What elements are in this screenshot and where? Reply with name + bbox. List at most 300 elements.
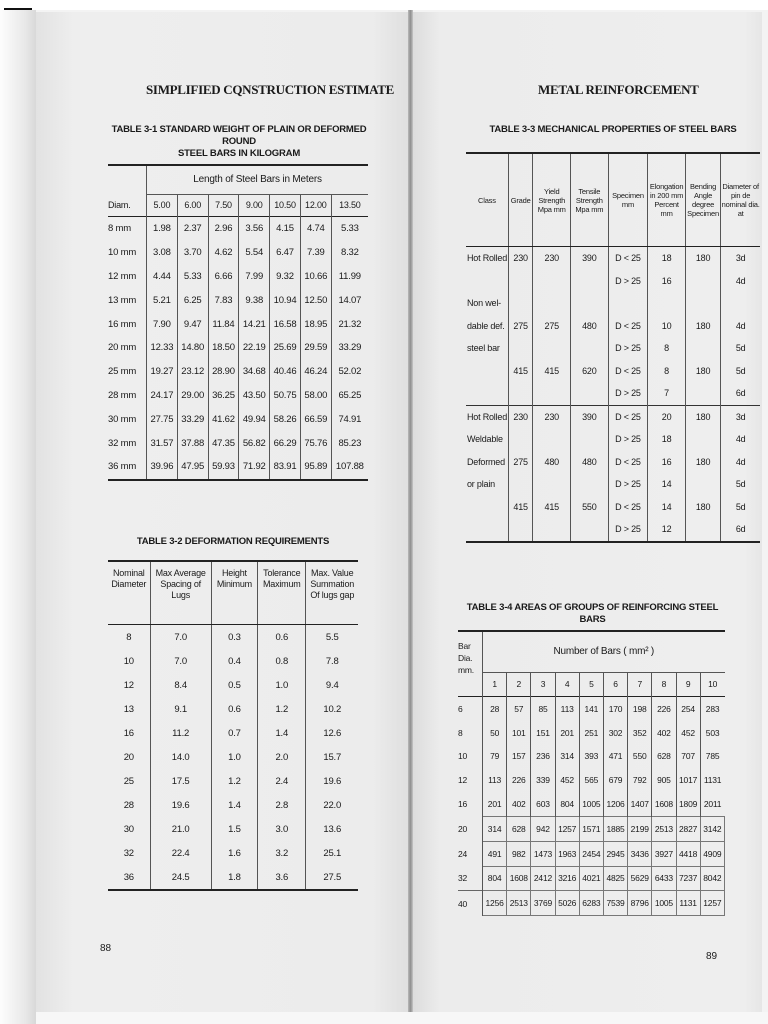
scan-bottom-edge xyxy=(36,1012,768,1024)
weight-cell: 43.50 xyxy=(239,384,270,408)
area-cell: 201 xyxy=(555,721,579,745)
area-cell: 804 xyxy=(483,866,507,891)
weight-cell: 83.91 xyxy=(270,455,301,480)
column-header: Max. Value Summation Of lugs gap xyxy=(306,561,358,625)
table-cell: 275 xyxy=(508,315,533,338)
table-cell: 24.5 xyxy=(150,865,211,890)
table-cell xyxy=(571,428,609,451)
table-row xyxy=(108,336,368,360)
weight-cell: 28.90 xyxy=(208,360,239,384)
area-cell: 5629 xyxy=(628,866,652,891)
table-cell: 390 xyxy=(571,405,609,428)
bar-count-header: 9 xyxy=(676,672,700,696)
table-cell: 20 xyxy=(648,405,686,428)
weight-cell: 24.17 xyxy=(147,384,178,408)
area-cell: 28 xyxy=(483,697,507,721)
weight-cell: 11.84 xyxy=(208,312,239,336)
area-cell: 4021 xyxy=(579,866,603,891)
table-cell xyxy=(508,473,533,496)
area-cell: 4418 xyxy=(676,841,700,866)
column-header: Elongation in 200 mm Percent mm xyxy=(648,153,686,247)
page-number: 88 xyxy=(100,943,112,954)
column-header: Yield Strength Mpa mm xyxy=(533,153,571,247)
table-cell: 1.2 xyxy=(258,697,306,721)
table-cell: 1.6 xyxy=(211,841,257,865)
table-cell xyxy=(648,292,686,315)
area-cell: 85 xyxy=(531,697,555,721)
diameter-cell: 13 mm xyxy=(108,288,147,312)
weight-cell: 33.29 xyxy=(338,342,362,354)
table-cell xyxy=(685,382,720,405)
weight-cell: 56.82 xyxy=(239,431,270,455)
scan-top-edge xyxy=(0,0,768,10)
area-cell: 1885 xyxy=(603,816,627,841)
table-cell: 3d xyxy=(721,405,760,428)
weight-cell: 33.29 xyxy=(177,407,208,431)
column-header: Class xyxy=(466,153,508,247)
table-cell xyxy=(685,518,720,542)
area-cell: 302 xyxy=(603,721,627,745)
table-row xyxy=(466,405,760,428)
area-cell: 283 xyxy=(705,703,720,714)
length-header: 5.00 xyxy=(147,194,178,217)
diameter-cell: 10 mm xyxy=(108,241,147,265)
table-row xyxy=(466,360,760,383)
table-3-1-weights xyxy=(108,164,368,481)
table-cell: 18 xyxy=(648,247,686,270)
table-row xyxy=(108,407,368,431)
table-cell xyxy=(508,428,533,451)
weight-cell: 5.33 xyxy=(177,265,208,289)
weight-cell: 8.32 xyxy=(340,247,359,259)
table-3-3-mechanical-properties xyxy=(466,152,760,543)
table-cell xyxy=(685,270,720,293)
length-group-header: Length of Steel Bars in Meters xyxy=(147,165,369,194)
table-row xyxy=(466,382,760,405)
table-cell: 22.0 xyxy=(323,799,342,811)
weight-cell: 12.50 xyxy=(300,288,331,312)
table-cell xyxy=(533,382,571,405)
weight-cell: 7.99 xyxy=(239,265,270,289)
table-cell xyxy=(608,292,648,315)
table-cell: 13 xyxy=(108,697,150,721)
table-cell xyxy=(685,473,720,496)
table-row xyxy=(108,649,358,673)
table-row xyxy=(466,518,760,542)
area-cell: 982 xyxy=(507,841,531,866)
table-cell: 4d xyxy=(735,275,746,286)
table-cell: 1.5 xyxy=(211,817,257,841)
weight-cell: 29.59 xyxy=(300,336,331,360)
weight-cell: 4.62 xyxy=(208,241,239,265)
table-cell: 0.8 xyxy=(258,649,306,673)
weight-cell: 10.94 xyxy=(270,288,301,312)
table-cell: 390 xyxy=(571,247,609,270)
weight-cell: 4.74 xyxy=(300,217,331,241)
table-cell: Weldable xyxy=(466,428,508,451)
table-cell: 12.6 xyxy=(323,727,342,739)
table-cell: 4d xyxy=(735,456,746,467)
table-row xyxy=(108,288,368,312)
area-cell: 1206 xyxy=(603,792,627,816)
table-cell: 7.8 xyxy=(325,655,339,667)
table-cell: 25 xyxy=(108,769,150,793)
bar-dia-header: Bar Dia. mm. xyxy=(458,631,483,697)
area-cell: 8042 xyxy=(700,866,724,891)
area-cell: 2513 xyxy=(507,891,531,916)
table-cell: 0.6 xyxy=(211,697,257,721)
weight-cell: 71.92 xyxy=(239,455,270,480)
area-cell: 198 xyxy=(628,697,652,721)
bar-count-header: 5 xyxy=(579,672,603,696)
table-row xyxy=(466,247,760,270)
table-row xyxy=(108,841,358,865)
table-cell: 0.3 xyxy=(211,625,257,650)
weight-cell: 6.47 xyxy=(270,241,301,265)
table-3-2-deformation xyxy=(108,560,358,891)
length-header: 10.50 xyxy=(270,194,301,217)
weight-cell: 9.38 xyxy=(239,288,270,312)
table-row xyxy=(458,768,725,792)
table-cell: 13.6 xyxy=(323,823,342,835)
table-cell: 20 xyxy=(108,745,150,769)
weight-cell: 19.27 xyxy=(147,360,178,384)
column-header: Specimen mm xyxy=(608,153,648,247)
table-cell: 415 xyxy=(533,360,571,383)
weight-cell: 22.19 xyxy=(239,336,270,360)
weight-cell: 6.25 xyxy=(177,288,208,312)
area-cell: 5026 xyxy=(555,891,579,916)
area-cell: 1608 xyxy=(652,792,676,816)
table-cell: 19.6 xyxy=(323,775,342,787)
weight-cell: 85.23 xyxy=(338,437,362,449)
table-cell: 14 xyxy=(648,473,686,496)
weight-cell: 107.88 xyxy=(331,455,368,480)
bar-count-header: 6 xyxy=(603,672,627,696)
table-cell: 5.5 xyxy=(325,631,339,643)
table-cell: D < 25 xyxy=(608,247,648,270)
weight-cell: 49.94 xyxy=(239,407,270,431)
table-cell: 415 xyxy=(533,496,571,519)
bar-diameter-cell: 16 xyxy=(458,792,483,816)
diameter-cell: 12 mm xyxy=(108,265,147,289)
area-cell: 3769 xyxy=(531,891,555,916)
area-cell: 314 xyxy=(555,745,579,769)
area-cell: 3927 xyxy=(652,841,676,866)
area-cell: 6283 xyxy=(579,891,603,916)
area-cell: 1017 xyxy=(676,768,700,792)
table-row xyxy=(458,891,725,916)
table-cell: 230 xyxy=(508,405,533,428)
area-cell: 628 xyxy=(652,745,676,769)
bar-diameter-cell: 24 xyxy=(458,841,483,866)
caption-line: STEEL BARS IN KILOGRAM xyxy=(177,148,301,159)
table-cell: 0.5 xyxy=(211,673,257,697)
diameter-cell: 16 mm xyxy=(108,312,147,336)
table-cell xyxy=(571,270,609,293)
weight-cell: 3.56 xyxy=(239,217,270,241)
table-row xyxy=(458,866,725,891)
area-cell: 491 xyxy=(483,841,507,866)
area-cell: 628 xyxy=(507,816,531,841)
table-row xyxy=(108,384,368,408)
column-header: Grade xyxy=(508,153,533,247)
table-cell: 1.0 xyxy=(211,745,257,769)
area-cell: 1131 xyxy=(676,891,700,916)
table-row xyxy=(108,817,358,841)
table-cell: 5d xyxy=(735,479,746,490)
area-cell: 1005 xyxy=(579,792,603,816)
table-cell: 8 xyxy=(648,337,686,360)
area-cell: 2454 xyxy=(579,841,603,866)
table-cell: 8 xyxy=(648,360,686,383)
table-cell xyxy=(533,270,571,293)
table-cell: 1.4 xyxy=(258,721,306,745)
table-cell: 7.0 xyxy=(150,649,211,673)
column-header: Max Average Spacing of Lugs xyxy=(150,561,211,625)
table-cell: 4d xyxy=(735,434,746,445)
weight-cell: 52.02 xyxy=(338,366,362,378)
table-3-1-caption xyxy=(110,124,368,160)
table-cell: 16 xyxy=(648,451,686,474)
area-cell: 1407 xyxy=(628,792,652,816)
table-cell xyxy=(508,382,533,405)
weight-cell: 6.66 xyxy=(208,265,239,289)
weight-cell: 7.39 xyxy=(300,241,331,265)
weight-cell: 7.90 xyxy=(147,312,178,336)
area-cell: 402 xyxy=(507,792,531,816)
table-cell: 11.2 xyxy=(150,721,211,745)
table-cell: 15.7 xyxy=(323,751,342,763)
table-cell: 17.5 xyxy=(150,769,211,793)
page-number: 89 xyxy=(706,951,718,962)
area-cell: 905 xyxy=(652,768,676,792)
weight-cell: 29.00 xyxy=(177,384,208,408)
bar-diameter-cell: 8 xyxy=(458,721,483,745)
table-cell: 550 xyxy=(571,496,609,519)
diameter-cell: 30 mm xyxy=(108,407,147,431)
area-cell: 7539 xyxy=(603,891,627,916)
weight-cell: 40.46 xyxy=(270,360,301,384)
weight-cell: 23.12 xyxy=(177,360,208,384)
area-cell: 942 xyxy=(531,816,555,841)
column-header: Tensile Strength Mpa mm xyxy=(571,153,609,247)
table-cell: 1.8 xyxy=(211,865,257,890)
area-cell: 151 xyxy=(531,721,555,745)
table-row xyxy=(108,217,368,241)
area-cell: 785 xyxy=(705,751,720,762)
table-cell: 1.2 xyxy=(211,769,257,793)
weight-cell: 36.25 xyxy=(208,384,239,408)
diameter-cell: 20 mm xyxy=(108,336,147,360)
area-cell: 1809 xyxy=(676,792,700,816)
table-cell xyxy=(571,292,609,315)
area-cell: 2412 xyxy=(531,866,555,891)
table-cell: 27.5 xyxy=(306,865,358,890)
table-cell: 12 xyxy=(648,518,686,542)
table-cell: 8.4 xyxy=(150,673,211,697)
area-cell: 226 xyxy=(652,697,676,721)
area-cell: 6433 xyxy=(652,866,676,891)
area-cell: 452 xyxy=(676,721,700,745)
weight-cell: 4.44 xyxy=(147,265,178,289)
table-row xyxy=(108,673,358,697)
column-header: Diameter of pin de nominal dia. at xyxy=(721,153,760,247)
table-row xyxy=(108,865,358,890)
column-header: Tolerance Maximum xyxy=(258,561,306,625)
table-cell: 22.4 xyxy=(150,841,211,865)
table-cell: 19.6 xyxy=(150,793,211,817)
weight-cell: 3.70 xyxy=(177,241,208,265)
table-cell: D > 25 xyxy=(608,382,648,405)
area-cell: 2945 xyxy=(603,841,627,866)
table-row xyxy=(458,792,725,816)
table-row xyxy=(458,816,725,841)
table-cell: 21.0 xyxy=(150,817,211,841)
table-cell xyxy=(508,292,533,315)
length-header: 13.50 xyxy=(339,200,361,211)
table-cell xyxy=(466,496,508,519)
table-cell xyxy=(466,360,508,383)
bar-count-header: 10 xyxy=(708,679,718,690)
table-cell: 32 xyxy=(108,841,150,865)
table-cell: 7.0 xyxy=(150,625,211,650)
table-row xyxy=(466,428,760,451)
length-header: 9.00 xyxy=(239,194,270,217)
area-cell: 792 xyxy=(628,768,652,792)
table-row xyxy=(108,625,358,650)
table-cell xyxy=(533,473,571,496)
table-cell: 2.8 xyxy=(258,793,306,817)
weight-cell: 47.35 xyxy=(208,431,239,455)
bar-count-header: 7 xyxy=(628,672,652,696)
table-cell: 0.7 xyxy=(211,721,257,745)
table-row xyxy=(108,360,368,384)
table-cell: 7 xyxy=(648,382,686,405)
table-cell: 10 xyxy=(108,649,150,673)
area-cell: 565 xyxy=(579,768,603,792)
area-cell: 3436 xyxy=(628,841,652,866)
bar-diameter-cell: 32 xyxy=(458,866,483,891)
area-cell: 1256 xyxy=(483,891,507,916)
weight-cell: 58.00 xyxy=(300,384,331,408)
weight-cell: 5.33 xyxy=(340,223,359,235)
weight-cell: 3.08 xyxy=(147,241,178,265)
table-cell: 0.4 xyxy=(211,649,257,673)
weight-cell: 65.25 xyxy=(338,389,362,401)
length-header: 6.00 xyxy=(177,194,208,217)
table-cell: 25.1 xyxy=(323,847,342,859)
table-cell: 16 xyxy=(108,721,150,745)
table-row xyxy=(466,473,760,496)
diameter-cell: 8 mm xyxy=(108,217,147,241)
area-cell: 1963 xyxy=(555,841,579,866)
table-cell: 230 xyxy=(533,405,571,428)
table-cell: 180 xyxy=(685,315,720,338)
table-cell: 9.1 xyxy=(150,697,211,721)
table-cell: 620 xyxy=(571,360,609,383)
table-cell: 480 xyxy=(571,451,609,474)
table-cell: 230 xyxy=(508,247,533,270)
table-cell: D > 25 xyxy=(608,428,648,451)
table-cell: 6d xyxy=(735,388,746,399)
table-cell: D < 25 xyxy=(608,315,648,338)
weight-cell: 74.91 xyxy=(338,413,362,425)
table-cell: D < 25 xyxy=(608,496,648,519)
area-cell: 2199 xyxy=(628,816,652,841)
diameter-cell: 25 mm xyxy=(108,360,147,384)
table-cell: 36 xyxy=(108,865,150,890)
left-page-heading: SIMPLIFIED CQNSTRUCTION ESTIMATE xyxy=(146,82,395,97)
table-cell: 0.6 xyxy=(258,625,306,650)
weight-cell: 95.89 xyxy=(300,455,331,480)
diameter-cell: 36 mm xyxy=(108,455,147,480)
weight-cell: 66.59 xyxy=(300,407,331,431)
table-cell: D > 25 xyxy=(608,337,648,360)
right-page-heading: METAL REINFORCEMENT xyxy=(538,82,699,97)
table-cell xyxy=(508,518,533,542)
table-cell: 5d xyxy=(735,365,746,376)
weight-cell: 9.32 xyxy=(270,265,301,289)
bar-count-header: 8 xyxy=(652,672,676,696)
area-cell: 550 xyxy=(628,745,652,769)
area-cell: 3216 xyxy=(555,866,579,891)
table-cell: 3.6 xyxy=(258,865,306,890)
area-cell: 1257 xyxy=(700,891,724,916)
column-header: Bending Angle degree Specimen xyxy=(685,153,720,247)
table-row xyxy=(458,721,725,745)
area-cell: 393 xyxy=(579,745,603,769)
weight-cell: 41.62 xyxy=(208,407,239,431)
bar-diameter-cell: 40 xyxy=(458,891,483,916)
table-cell xyxy=(508,337,533,360)
table-cell: 180 xyxy=(685,247,720,270)
table-cell: D > 25 xyxy=(608,270,648,293)
weight-cell: 75.76 xyxy=(300,431,331,455)
table-cell: 6d xyxy=(721,518,760,542)
table-row xyxy=(108,793,358,817)
table-row xyxy=(466,292,760,315)
area-cell: 1473 xyxy=(531,841,555,866)
table-row xyxy=(108,241,368,265)
area-cell: 402 xyxy=(652,721,676,745)
table-cell xyxy=(533,518,571,542)
bar-count-header: 4 xyxy=(555,672,579,696)
area-cell: 101 xyxy=(507,721,531,745)
table-cell: 275 xyxy=(533,315,571,338)
table-cell: 1.0 xyxy=(258,673,306,697)
column-header: Height Minimum xyxy=(211,561,257,625)
area-cell: 254 xyxy=(676,697,700,721)
area-cell: 226 xyxy=(507,768,531,792)
area-cell: 57 xyxy=(507,697,531,721)
weight-cell: 1.98 xyxy=(147,217,178,241)
table-cell xyxy=(685,292,720,315)
table-row xyxy=(458,697,725,721)
table-cell: 5d xyxy=(735,501,746,512)
table-cell: 10.2 xyxy=(323,703,342,715)
table-row xyxy=(108,431,368,455)
weight-cell: 14.80 xyxy=(177,336,208,360)
table-row xyxy=(466,315,760,338)
bar-count-header: 3 xyxy=(531,672,555,696)
table-cell xyxy=(571,473,609,496)
area-cell: 157 xyxy=(507,745,531,769)
weight-cell: 47.95 xyxy=(177,455,208,480)
book-edge xyxy=(0,10,36,1024)
weight-cell: 7.83 xyxy=(208,288,239,312)
diameter-cell: 28 mm xyxy=(108,384,147,408)
